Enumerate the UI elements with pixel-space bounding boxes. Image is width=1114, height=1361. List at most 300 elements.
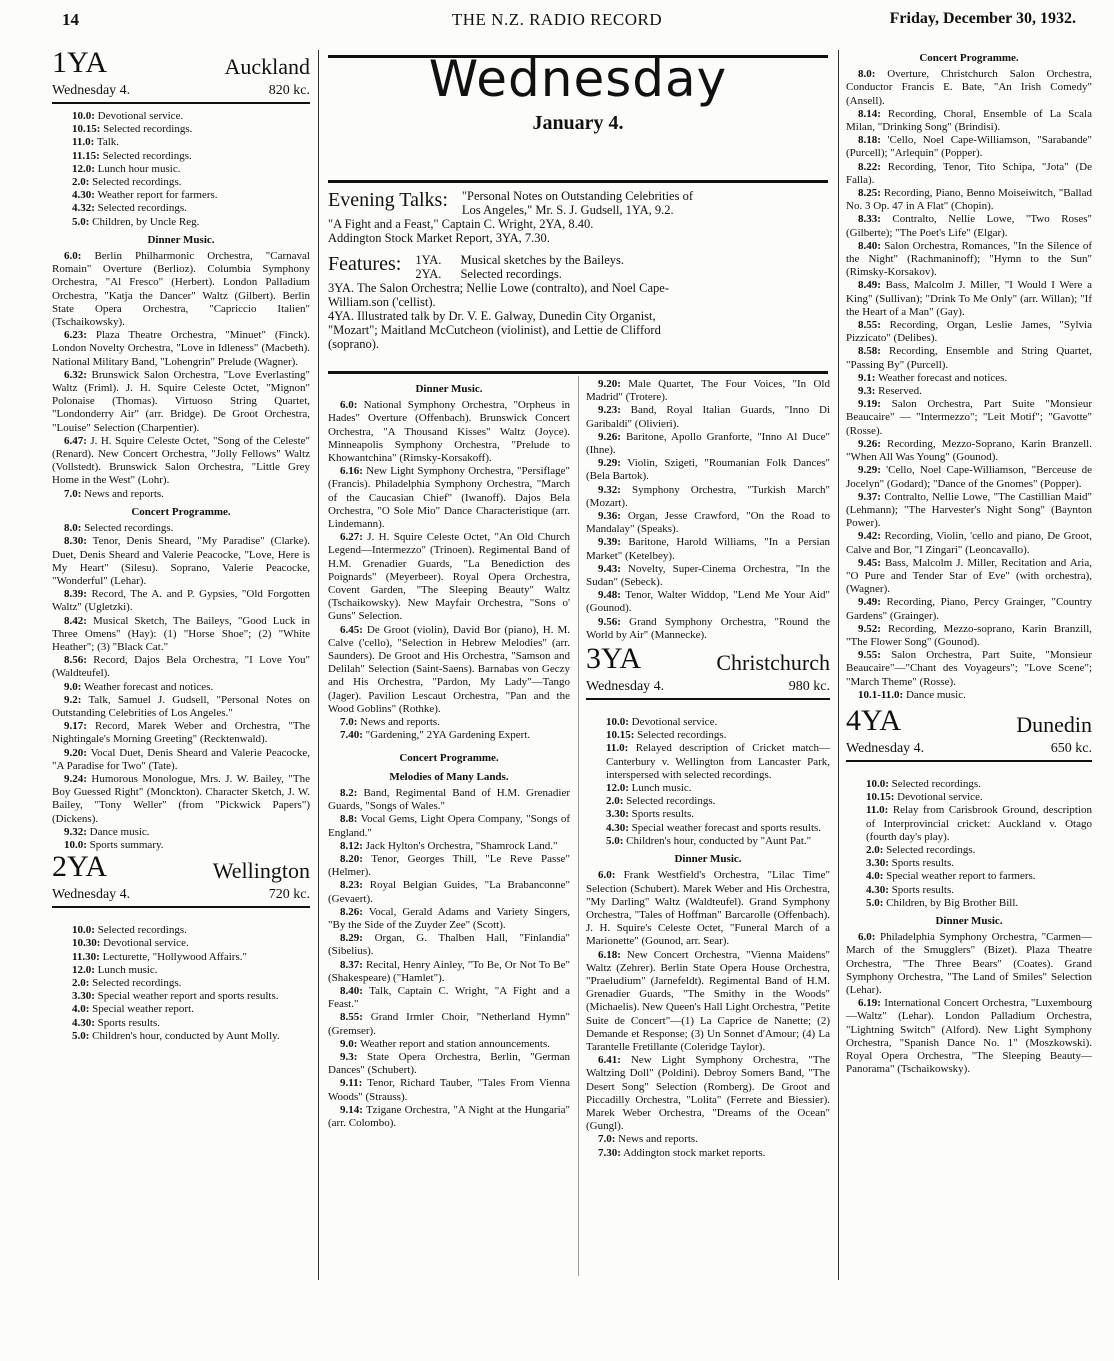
entry-time: 6.16: [340, 465, 363, 478]
entry-time: 7.0: [340, 716, 358, 729]
entry-time: 8.49: [858, 279, 881, 292]
entry-time: 10.15: [72, 123, 101, 136]
entry-text: Talk, Samuel J. Gudsell, "Personal Notes on Outstanding Celebrities of Los Angeles." [52, 693, 310, 719]
schedule-3ya-dinner [586, 869, 830, 1159]
entry-time: 9.3: [858, 385, 876, 398]
section-heading: Concert Programme. [919, 52, 1019, 64]
entry-text: Tenor, Richard Tauber, "Tales From Vienna Woods" (Strauss). [328, 1077, 570, 1103]
entry-text: Talk, Captain C. Wright, "A Fight and a Feast." [328, 984, 570, 1011]
entry-text: Band, Regimental Band of H.M. Grenadier Guards, "Songs of Wales." [328, 786, 570, 813]
entry-time: 4.30: [606, 821, 629, 834]
entry-text: Brunswick Salon Orchestra, "Love Everlasting" Waltz (Friml). J. H. Squire Celeste Octet, "Mignon" Polonaise (Thomas). Virtuoso String Quartet, "Londonderry Air" (arr. Bridge). De Groot Orchestra, "Louise" Selection (Charpentier). [52, 368, 310, 434]
entry-text: New Light Symphony Orchestra, "Persiflage" (Francis). Philadelphia Symphony Orchestra, "March of the Caucasian Chief" (Iwanoff). Dajos Bela Orchestra, "O Sole Mio" Dance Characteristique (arr. Lindemann). [328, 465, 570, 531]
entry-time: 9.49: [858, 596, 881, 609]
day-title [328, 50, 828, 135]
entry-text: Selected recordings. [100, 123, 193, 136]
programme-entry [586, 949, 830, 1055]
frequency: 650 kc. [1050, 740, 1092, 756]
programme-entry [586, 563, 830, 589]
entry-time: 10.15: [866, 791, 895, 804]
feature-1-text: Musical sketches by the Baileys. [460, 253, 624, 267]
entry-text: Reserved. [875, 385, 922, 398]
entry-time: 9.20: [64, 746, 87, 759]
programme-entry [846, 372, 1092, 385]
programme-entry [52, 488, 310, 501]
entry-text: National Symphony Orchestra, "Orpheus in Hades" Overture (Offenbach). Brunswick Concert Orchestra, "A Thousand Kisses" Waltz (Joyce). Minneapolis Symphony Orchestra, "Prelude to Khowantchina" (Rimsky-Korsakoff). [328, 399, 570, 465]
entry-time: 6.0: [858, 931, 876, 944]
programme-entry [846, 884, 1092, 897]
entry-text: Tenor, Denis Sheard, "My Paradise" (Clarke). Duet, Denis Sheard and Valerie Peacocke, "Love, Here is My Heart" (Silesu). Soprano, Valerie Peacocke, "Wonderful" (Lehar). [52, 535, 310, 587]
programme-entry [586, 1133, 830, 1146]
entry-text: Children, by Uncle Reg. [89, 215, 200, 228]
entry-time: 6.32: [64, 368, 87, 381]
station-day: Wednesday 4. [52, 887, 131, 903]
entry-text: Symphony Orchestra, "Turkish March" (Mozart). [586, 483, 830, 509]
entry-time: 8.14: [858, 107, 881, 120]
programme-entry [52, 110, 310, 123]
entry-text: Children, by Big Brother Bill. [883, 896, 1019, 909]
entry-text: Organ, G. Thalben Hall, "Finlandia" (Sibelius). [328, 932, 570, 958]
entry-time: 5.0: [606, 834, 624, 847]
feature-line3: 3YA. The Salon Orchestra; Nellie Lowe (contralto), and Noel Cape- [328, 281, 669, 295]
programme-entry [52, 826, 310, 839]
entry-text: Humorous Monologue, Mrs. J. W. Bailey, "The Boy Guessed Right" (Monckton). Character Sketch, J. W. Bailey, "Tony Weller" (from "Pickwick Papers") (Dickens). [52, 772, 310, 825]
entry-time: 8.22: [858, 160, 881, 173]
entry-time: 9.56: [598, 615, 621, 628]
schedule-3ya-day [586, 716, 830, 848]
entry-text: Weather forecast and notices. [81, 680, 214, 693]
programme-entry [846, 596, 1092, 622]
day-name: Wednesday [428, 50, 728, 108]
programme-entry [328, 906, 570, 932]
schedule-4ya-day [846, 778, 1092, 910]
programme-entry [846, 997, 1092, 1076]
programme-entry [52, 720, 310, 746]
programme-entry [586, 457, 830, 483]
entry-text: Weather forecast and notices. [875, 371, 1008, 384]
entry-time: 11.15: [72, 149, 100, 162]
entry-text: News and reports. [81, 487, 164, 500]
entry-time: 8.55: [858, 319, 881, 332]
entry-time: 6.47: [64, 434, 87, 447]
entry-time: 8.25: [858, 187, 881, 200]
entry-time: 2.0: [606, 795, 624, 808]
entry-text: J. H. Squire Celeste Octet, "Song of the Celeste" (Renard). New Concert Orchestra, "Jolly Fellows" Waltz (Vollstedt). Brunswick Salon Orchestra, "Little Grey Home in the West" (Lohr). [52, 434, 310, 487]
entry-text: J. H. Squire Celeste Octet, "An Old Church Legend—Intermezzo" (Trinoen). Regimental Band of H.M. Grenadier Guards, "La Benediction des Poignards" (Meyerbeer). Royal Opera Orchestra, Covent Garden, "The Sleeping Beauty" Waltz (Tschaikowsky). New Mayfair Orchestra, "Sons o' Guns" Selection. [328, 531, 570, 623]
section-heading: Concert Programme. [131, 505, 231, 518]
programme-entry [52, 435, 310, 488]
entry-text: Salon Orchestra, Part Suite, "Monsieur Beaucaire"—"Chant des Voyageurs"; "Love Scene"; "March Theme" (Rosse). [846, 649, 1092, 688]
page-number: 14 [62, 10, 79, 29]
programme-entry [52, 250, 310, 329]
entry-text: Record, The A. and P. Gypsies, "Old Forgotten Waltz" (Ugletzki). [52, 588, 310, 614]
schedule-2ya-concert [328, 787, 570, 1130]
programme-entry [328, 1104, 570, 1130]
entry-text: Recital, Henry Ainley, "To Be, Or Not To Be" (Shakespeare) ("Hamlet"). [328, 958, 570, 984]
entry-text: Vocal, Gerald Adams and Variety Singers, "By the Side of the Zuyder Zee" (Scott). [328, 905, 570, 931]
entry-text: 'Cello, Noel Cape-Williamson, "Berceuse de Jocelyn" (Godard); "Dance of the Gnomes" (Popper). [846, 464, 1092, 490]
column-rule-1 [318, 50, 319, 1280]
entry-time: 9.26: [858, 437, 881, 450]
programme-entry [846, 213, 1092, 239]
programme-entry [328, 624, 570, 716]
schedule-3ya-concert [846, 68, 1092, 702]
entry-time: 8.0: [64, 522, 82, 535]
features-label: Features: [328, 253, 402, 275]
entry-text: Dance music. [86, 825, 150, 838]
entry-text: New Light Symphony Orchestra, "The Waltzing Doll" (Poldini). Debroy Somers Band, "The Desert Song" Selection (Romberg). De Groot and Piccadilly Orchestra, "Lolita" (Ferrete and Biessier). Marek Weber Orchestra, "Dreams of the Ocean" (Gungl). [586, 1054, 830, 1133]
column-4 [846, 52, 1092, 1076]
programme-entry [846, 870, 1092, 883]
entry-text: Selected recordings. [94, 202, 187, 215]
section-heading: Dinner Music. [935, 914, 1003, 927]
programme-entry [846, 279, 1092, 319]
evening-talk-line3: "A Fight and a Feast," Captain C. Wright, 2YA, 8.40. [328, 217, 594, 231]
programme-entry [846, 240, 1092, 280]
entry-time: 9.24: [64, 772, 87, 785]
entry-time: 4.0: [72, 1003, 90, 1016]
entry-text: Addington stock market reports. [620, 1146, 766, 1159]
entry-time: 4.0: [866, 870, 884, 883]
entry-time: 9.29: [598, 457, 621, 470]
entry-time: 8.0: [858, 68, 876, 81]
programme-entry [328, 1038, 570, 1051]
entry-text: Jack Hylton's Orchestra, "Shamrock Land." [362, 839, 558, 852]
entry-time: 8.2: [340, 786, 358, 799]
day-date: January 4. [532, 112, 624, 134]
entry-time: 8.55: [340, 1011, 363, 1024]
programme-entry [846, 187, 1092, 213]
entry-text: Baritone, Harold Williams, "In a Persian Market" (Ketelbey). [586, 536, 830, 562]
entry-text: Salon Orchestra, Romances, "In the Silence of the Night" (Rachmaninoff); "Hymn to the Sun" (Rimsky-Korsakov). [846, 239, 1092, 279]
entry-time: 9.39: [598, 536, 621, 549]
entry-text: Devotional service. [100, 937, 189, 950]
programme-entry [52, 747, 310, 773]
programme-entry [52, 176, 310, 189]
evening-talk-line4: Addington Stock Market Report, 3YA, 7.30. [328, 231, 550, 245]
schedule-2ya-day [52, 924, 310, 1043]
programme-entry [846, 319, 1092, 345]
section-heading: Dinner Music. [147, 233, 215, 246]
entry-text: Special weather report to farmers. [883, 870, 1036, 883]
entry-text: Sports results. [888, 883, 955, 896]
column-3 [586, 378, 830, 1160]
programme-entry [52, 123, 310, 136]
programme-entry [328, 932, 570, 958]
entry-time: 8.30: [64, 535, 87, 548]
entry-text: Bass, Malcolm J. Miller, Recitation and Aria, "O Pure and Tender Star of Eve" (with orchestra), (Wagner). [846, 556, 1092, 596]
entry-time: 11.0: [866, 804, 889, 817]
entry-time: 10.0: [64, 838, 87, 851]
entry-text: Selected recordings. [94, 924, 187, 937]
programme-entry [52, 773, 310, 826]
entry-text: 'Cello, Noel Cape-Williamson, "Sarabande" (Purcell); "Arlequin" (Popper). [846, 134, 1092, 160]
programme-entry [586, 716, 830, 729]
programme-entry [846, 68, 1092, 108]
entry-time: 10.0: [606, 716, 629, 729]
programme-entry [328, 465, 570, 531]
entry-time: 7.30: [598, 1146, 621, 1159]
programme-entry [52, 216, 310, 229]
evening-talks [328, 189, 828, 245]
entry-text: International Concert Orchestra, "Luxembourg—Waltz" (Lehar). London Palladium Orchestra, "Lightning Switch" (Alford). New Light Symphony Orchestra, "Spanish Dance No. 1" (Moszkowski). Royal Opera Orchestra, "The Sleeping Beauty—Panorama" (Tschaikowsky). [846, 997, 1092, 1076]
entry-text: Lunch hour music. [94, 162, 181, 175]
programme-entry [846, 134, 1092, 160]
entry-text: Lecturette, "Hollywood Affairs." [99, 950, 247, 963]
entry-time: 9.45: [858, 556, 881, 569]
programme-entry [52, 964, 310, 977]
entry-time: 5.0: [866, 896, 884, 909]
entry-text: Salon Orchestra, Part Suite "Monsieur Beaucaire" — "Intermezzo"; "Leit Motif"; "Gavotte" (Rosse). [846, 398, 1092, 437]
entry-time: 6.45: [340, 623, 363, 636]
call-sign: 2YA [52, 850, 108, 884]
entry-time: 10.15: [606, 729, 635, 742]
programme-entry [586, 589, 830, 615]
programme-entry [846, 398, 1092, 438]
entry-text: Children's hour, conducted by Aunt Molly. [89, 1029, 280, 1042]
programme-entry [586, 795, 830, 808]
entry-time: 9.52: [858, 622, 881, 635]
mid-rule [578, 376, 579, 1276]
feature-line7: (soprano). [328, 337, 380, 351]
programme-entry [52, 1030, 310, 1043]
column-2 [328, 378, 570, 1130]
entry-time: 4.30: [72, 189, 95, 202]
feature-1-station: 1YA. [415, 253, 442, 267]
programme-entry [52, 1003, 310, 1016]
entry-time: 4.30: [866, 883, 889, 896]
entry-time: 8.40: [858, 239, 881, 252]
entry-time: 3.30: [606, 808, 629, 821]
programme-entry [52, 990, 310, 1003]
entry-time: 9.1: [858, 371, 876, 384]
programme-entry [52, 150, 310, 163]
frequency: 980 kc. [788, 679, 830, 695]
entry-time: 8.56: [64, 654, 87, 667]
entry-text: Special weather report. [89, 1003, 194, 1016]
entry-time: 6.27: [340, 531, 363, 544]
programme-entry [52, 924, 310, 937]
entry-text: Lunch music. [94, 963, 158, 976]
schedule-2ya-dinner [328, 399, 570, 742]
programme-entry [328, 399, 570, 465]
programme-entry [52, 163, 310, 176]
entry-text: Baritone, Apollo Granforte, "Inno Al Duce" (Ihne). [586, 430, 830, 457]
entry-time: 2.0: [72, 976, 90, 989]
entry-time: 11.0: [72, 136, 95, 149]
section-heading: Dinner Music. [674, 853, 742, 866]
programme-entry [52, 136, 310, 149]
city: Auckland [224, 54, 310, 79]
entry-time: 3.30: [866, 857, 889, 870]
entry-text: Recording, Piano, Benno Moiseiwitch, "Ballad No. 3 Op. 47 in A Flat" (Chopin). [846, 187, 1092, 213]
programme-entry [586, 729, 830, 742]
programme-entry [846, 931, 1092, 997]
call-sign: 3YA [586, 642, 642, 676]
page-header [0, 8, 1114, 34]
city: Wellington [212, 858, 310, 884]
entry-time: 8.40: [340, 984, 363, 997]
entry-text: Organ, Jesse Crawford, "On the Road to Mandalay" (Speaks). [586, 510, 830, 536]
programme-entry [328, 959, 570, 985]
entry-time: 12.0: [606, 782, 629, 795]
programme-entry [52, 615, 310, 655]
entry-text: Weather report and station announcements. [357, 1037, 550, 1050]
column-1 [52, 46, 310, 1043]
programme-entry [328, 879, 570, 905]
entry-text: "Gardening," 2YA Gardening Expert. [362, 729, 531, 742]
entry-time: 9.32: [598, 483, 621, 496]
entry-text: Vocal Duet, Denis Sheard and Valerie Peacocke, "A Paradise for Two" (Tate). [52, 746, 310, 772]
entry-time: 2.0: [866, 843, 884, 856]
programme-entry [328, 1051, 570, 1077]
entry-time: 9.43: [598, 562, 621, 575]
programme-entry [328, 531, 570, 623]
programme-entry [586, 869, 830, 948]
issue-date: Friday, December 30, 1932. [889, 10, 1076, 27]
entry-text: Tenor, Georges Thill, "Le Reve Passe" (Helmer). [328, 852, 570, 879]
entry-text: Tenor, Walter Widdop, "Lend Me Your Aid" (Gounod). [586, 589, 830, 615]
programme-entry [846, 530, 1092, 556]
entry-time: 10.0: [866, 777, 889, 790]
entry-text: News and reports. [357, 716, 440, 729]
entry-text: Special weather report and sports results. [94, 990, 279, 1003]
entry-time: 8.39: [64, 588, 87, 601]
entry-text: Selected recordings. [81, 522, 174, 535]
entry-time: 9.55: [858, 649, 881, 662]
station-4ya [846, 703, 1092, 770]
entry-time: 6.23: [64, 329, 87, 342]
station-day: Wednesday 4. [846, 740, 925, 756]
entry-time: 10.1-11.0: [858, 688, 904, 701]
feature-2-text: Selected recordings. [460, 267, 562, 281]
schedule-1ya-day [52, 110, 310, 229]
programme-entry [586, 484, 830, 510]
entry-time: 8.29: [340, 932, 363, 945]
programme-entry [52, 654, 310, 680]
entry-time: 9.26: [598, 430, 621, 443]
entry-text: Talk. [94, 136, 120, 149]
programme-entry [586, 742, 830, 782]
programme-entry [52, 694, 310, 720]
entry-text: Recording, Mezzo-Soprano, Karin Branzell. "When All Was Young" (Gounod). [846, 437, 1092, 464]
entry-text: Novelty, Super-Cinema Orchestra, "In the Sudan" (Sebeck). [586, 562, 830, 589]
entry-text: Violin, Szigeti, "Roumanian Folk Dances" (Bela Bartok). [586, 457, 830, 483]
programme-entry [586, 808, 830, 821]
station-3ya [586, 642, 830, 708]
entry-text: Bass, Malcolm J. Miller, "I Would I Were a King" (Sullivan); "Drink To Me Only" (arr. Willan); "If the Heart of a Man" (Gay). [846, 279, 1092, 318]
highlights-box [328, 180, 828, 374]
programme-entry [846, 438, 1092, 464]
entry-text: Recording, Mezzo-soprano, Karin Branzill, "The Flower Song" (Gounod). [846, 622, 1092, 648]
programme-entry [846, 689, 1092, 702]
schedule-2ya-concert-cont [586, 378, 830, 642]
entry-time: 9.11: [340, 1077, 363, 1090]
entry-text: Weather report for farmers. [94, 189, 218, 202]
entry-text: Contralto, Nellie Lowe, "The Castillian Maid" (Lehmann); "The Harvester's Night Song" (Baynton Power). [846, 490, 1092, 530]
publication-title: THE N.Z. RADIO RECORD [451, 10, 663, 29]
entry-text: Record, Marek Weber and Orchestra, "The Nightingale's Morning Greeting" (Recktenwald). [52, 720, 310, 746]
entry-time: 8.26: [340, 905, 363, 918]
entry-time: 11.0: [606, 742, 629, 755]
programme-entry [328, 1077, 570, 1103]
programme-entry [328, 840, 570, 853]
entry-time: 11.30: [72, 950, 100, 963]
schedule-1ya-dinner [52, 250, 310, 501]
entry-text: Special weather forecast and sports results. [628, 821, 822, 834]
programme-entry [52, 369, 310, 435]
programme-entry [846, 649, 1092, 689]
feature-line4: William.son ('cellist). [328, 295, 436, 309]
programme-entry [328, 985, 570, 1011]
entry-text: Overture, Christchurch Salon Orchestra, Conductor Francis E. Bate, "An Irish Comedy" (Ansell). [846, 68, 1092, 107]
entry-text: Sports summary. [86, 838, 164, 851]
programme-entry [52, 951, 310, 964]
entry-time: 9.0: [64, 680, 82, 693]
entry-text: Philadelphia Symphony Orchestra, "Carmen—March of the Smugglers" (Bizet). Plaza Theatre Orchestra, "The Three Bears" (Coates). Grand Symphony Orchestra, "The Land of Smiles" Selection (Lehar). [846, 931, 1092, 996]
programme-entry [52, 937, 310, 950]
station-2ya [52, 850, 310, 916]
programme-entry [586, 404, 830, 430]
programme-entry [52, 522, 310, 535]
programme-entry [586, 822, 830, 835]
programme-entry [846, 857, 1092, 870]
programme-entry [52, 588, 310, 614]
entry-text: Grand Irmler Choir, "Netherland Hymn" (Gremser). [328, 1011, 570, 1037]
entry-time: 9.14: [340, 1103, 363, 1116]
programme-entry [586, 536, 830, 562]
entry-time: 7.0: [64, 487, 82, 500]
entry-time: 9.23: [598, 404, 621, 417]
entry-time: 4.30: [72, 1016, 95, 1029]
programme-entry [586, 782, 830, 795]
entry-time: 9.42: [858, 530, 881, 543]
entry-text: Sports results. [628, 808, 695, 821]
station-1ya [52, 46, 310, 102]
entry-text: Devotional service. [628, 716, 718, 729]
entry-text: Selected recordings. [89, 976, 182, 989]
programme-entry [52, 329, 310, 369]
city: Christchurch [716, 650, 830, 676]
programme-entry [586, 510, 830, 536]
entry-time: 8.18: [858, 134, 881, 147]
feature-line6: "Mozart"; Maitland McCutcheon (violinist), and Lettie de Clifford [328, 323, 661, 337]
frequency: 720 kc. [268, 887, 310, 903]
programme-entry [328, 1011, 570, 1037]
section-subheading: Melodies of Many Lands. [389, 770, 509, 783]
city: Dunedin [1016, 711, 1092, 737]
entry-text: Vocal Gems, Light Opera Company, "Songs of England." [328, 813, 570, 839]
programme-entry [846, 491, 1092, 531]
entry-time: 8.33: [858, 213, 881, 226]
entry-time: 8.23: [340, 879, 363, 892]
entry-time: 7.40: [340, 729, 363, 742]
entry-time: 7.0: [598, 1133, 616, 1146]
schedule-1ya-concert [52, 522, 310, 852]
entry-text: Selected recordings. [89, 176, 182, 189]
programme-entry [586, 616, 830, 642]
programme-entry [846, 804, 1092, 844]
entry-time: 4.32: [72, 202, 95, 215]
entry-text: Relay from Carisbrook Ground, description of Interprovincial cricket: Auckland v. Otago (fourth day's play). [866, 804, 1092, 843]
entry-time: 6.0: [598, 869, 616, 882]
station-day: Wednesday 4. [586, 679, 665, 695]
programme-entry [52, 681, 310, 694]
evening-talks-label: Evening Talks: [328, 189, 448, 211]
entry-text: Record, Dajos Bela Orchestra, "I Love You" (Waldteufel). [52, 654, 310, 680]
entry-text: Tzigane Orchestra, "A Night at the Hungaria" (arr. Colombo). [328, 1103, 570, 1129]
entry-text: Recording, Choral, Ensemble of La Scala Milan, "Drinking Song" (Brindisi). [846, 107, 1092, 134]
